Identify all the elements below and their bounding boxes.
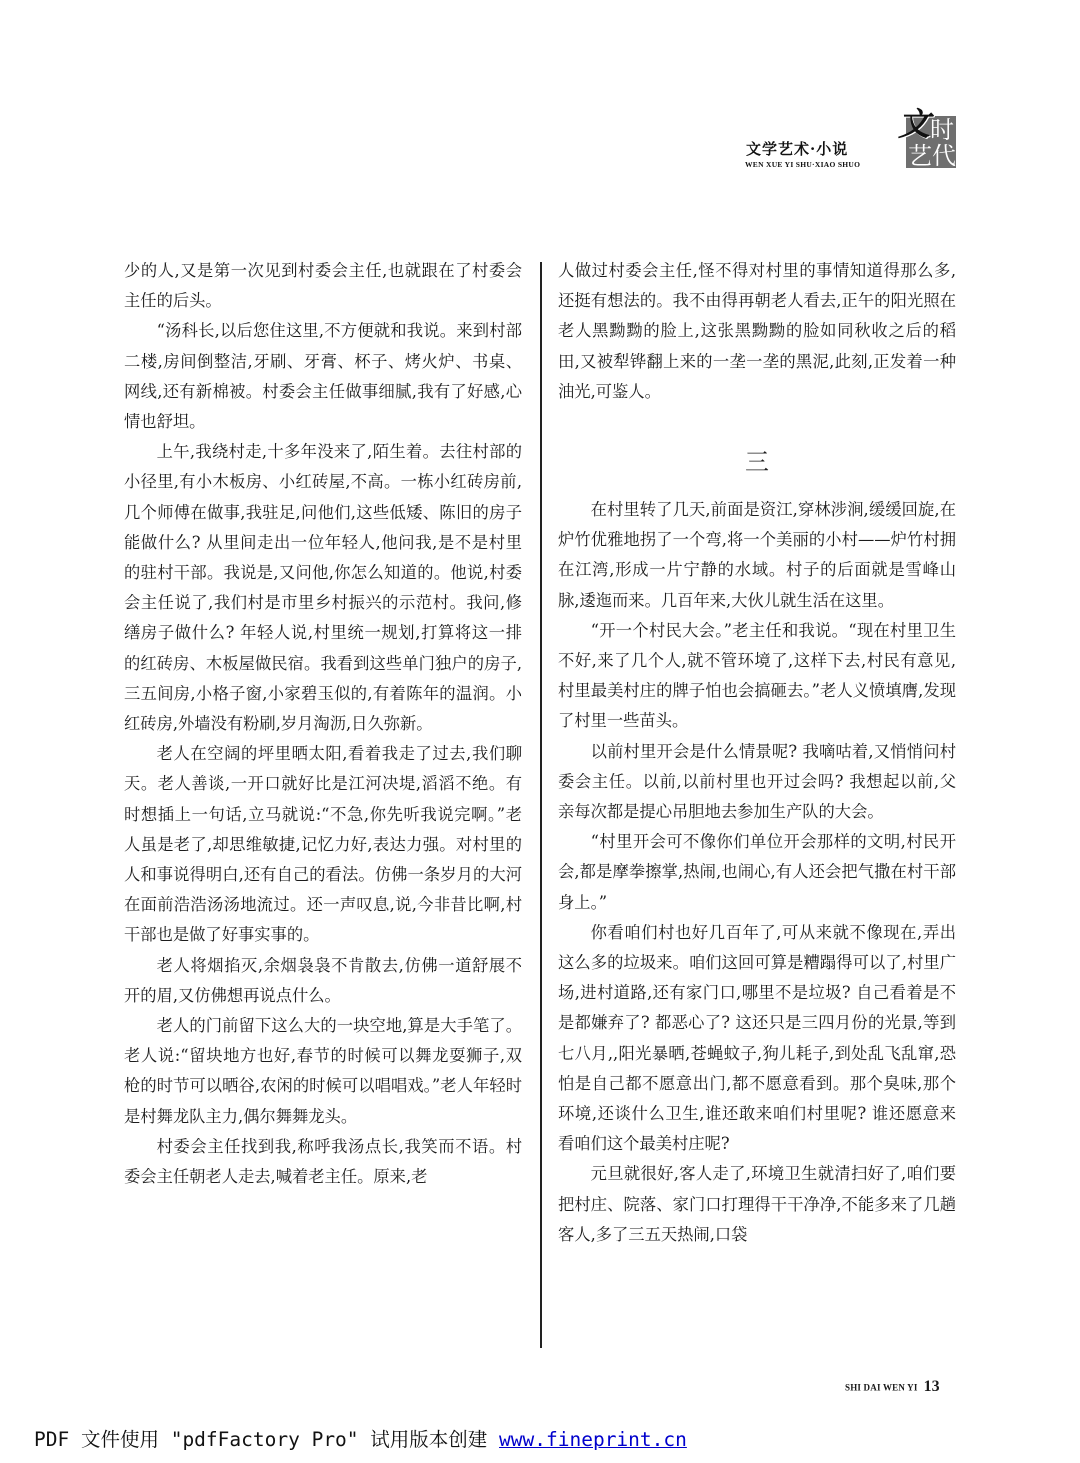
paragraph: 以前村里开会是什么情景呢? 我嘀咕着,又悄悄问村委会主任。以前,以前村里也开过会吗? 我想起以前,父亲每次都是提心吊胆地去参加生产队的大会。 [558, 741, 956, 822]
journal-header [740, 105, 960, 174]
paragraph: 老人在空阔的坪里晒太阳,看着我走了过去,我们聊天。老人善谈,一开口就好比是江河决堤,滔滔不绝。有时想插上一句话,立马就说:“不急,你先听我说完啊。”老人虽是老了,却思维敏捷,记忆力好,表达力强。对村里的人和事说得明白,还有自己的看法。仿佛一条岁月的大河在面前浩浩汤汤地流过。还一声叹息,说,今非昔比啊,村干部也是做了好事实事的。 [124, 744, 522, 945]
fineprint-link[interactable]: www.fineprint.cn [499, 1428, 687, 1451]
logo-char-dai: 代 [932, 142, 956, 170]
section-title-pinyin: WEN XUE YI SHU·XIAO SHUO [745, 160, 861, 169]
logo-char-shi: 时 [930, 116, 954, 144]
paragraph: “汤科长,以后您住这里,不方便就和我说。来到村部二楼,房间倒整洁,牙刷、牙膏、杯子、烤火炉、书桌、网线,还有新棉被。村委会主任做事细腻,我有了好感,心情也舒坦。 [124, 321, 522, 432]
section-number-heading: 三 [745, 448, 769, 477]
paragraph: 你看咱们村也好几百年了,可从来就不像现在,弄出这么多的垃圾来。咱们这回可算是糟蹋得可以了,村里广场,进村道路,还有家门口,哪里不是垃圾? 自己看着是不是都嫌弃了? 都恶心了? 这还只是三四月份的光景,等到七八月,,阳光暴晒,苍蝇蚊子,狗儿耗子,到处乱飞乱窜,恐怕是自己都不愿意出门,都不愿意看到。那个臭味,那个环境,还谈什么卫生,谁还敢来咱们村里呢? 谁还愿意来看咱们这个最美村庄呢? [558, 922, 956, 1154]
page-footer [845, 1378, 940, 1396]
paragraph: 少的人,又是第一次见到村委会主任,也就跟在了村委会主任的后头。 [124, 261, 522, 311]
pdf-watermark-note [34, 1424, 687, 1452]
paragraph: 上午,我绕村走,十多年没来了,陌生着。去往村部的小径里,有小木板房、小红砖屋,不高。一栋小红砖房前,几个师傅在做事,我驻足,问他们,这些低矮、陈旧的房子能做什么? 从里间走出一位年轻人,他问我,是不是村里的驻村干部。我说是,又问他,你怎么知道的。他说,村委会主任说了,我们村是市里乡村振兴的示范村。我问,修缮房子做什么? 年轻人说,村里统一规划,打算将这一排的红砖房、木板屋做民宿。我看到这些单门独户的房子,三五间房,小格子窗,小家碧玉似的,有着陈年的温润。小红砖房,外墙没有粉刷,岁月淘沥,日久弥新。 [124, 442, 522, 734]
paragraph: 在村里转了几天,前面是资江,穿林涉涧,缓缓回旋,在炉竹优雅地拐了一个弯,将一个美丽的小村——炉竹村拥在江湾,形成一片宁静的水域。村子的后面就是雪峰山脉,逶迤而来。几百年来,大伙儿就生活在这里。 [558, 500, 956, 610]
left-column [124, 256, 522, 1192]
footer-journal-pinyin: SHI DAI WEN YI [845, 1382, 918, 1393]
paragraph: 人做过村委会主任,怪不得对村里的事情知道得那么多,还挺有想法的。我不由得再朝老人看去,正午的阳光照在老人黑黝黝的脸上,这张黑黝黝的脸如同秋收之后的稻田,又被犁铧翻上来的一垄一垄的黑泥,此刻,正发着一种油光,可鉴人。 [558, 261, 956, 401]
logo-char-yi: 艺 [908, 142, 932, 170]
paragraph: 老人的门前留下这么大的一块空地,算是大手笔了。老人说:“留块地方也好,春节的时候可以舞龙耍狮子,双枪的时节可以晒谷,农闲的时候可以唱唱戏。”老人年轻时是村舞龙队主力,偶尔舞舞龙头。 [124, 1016, 522, 1126]
section-title-cn: 文学艺术·小说 [746, 140, 849, 158]
paragraph: “村里开会可不像你们单位开会那样的文明,村民开会,都是摩拳擦掌,热闹,也闹心,有人还会把气撒在村干部身上。” [558, 832, 956, 912]
journal-logo [898, 105, 958, 170]
page-number: 13 [923, 1378, 940, 1396]
paragraph: 老人将烟掐灭,余烟袅袅不肯散去,仿佛一道舒展不开的眉,又仿佛想再说点什么。 [124, 955, 522, 1005]
paragraph: 村委会主任找到我,称呼我汤点长,我笑而不语。村委会主任朝老人走去,喊着老主任。原来,老 [124, 1136, 522, 1187]
paragraph: 元旦就很好,客人走了,环境卫生就清扫好了,咱们要把村庄、院落、家门口打理得干干净净,不能多来了几趟客人,多了三五天热闹,口袋 [558, 1164, 956, 1244]
paragraph: “开一个村民大会。”老主任和我说。“现在村里卫生不好,来了几个人,就不管环境了,这样下去,村民有意见,村里最美村庄的牌子怕也会搞砸去。”老人义愤填膺,发现了村里一些苗头。 [558, 620, 956, 731]
column-divider [540, 262, 542, 1348]
pdf-note-text: PDF 文件使用 "pdfFactory Pro" 试用版本创建 [34, 1428, 500, 1451]
logo-char-wen: 文 [898, 105, 931, 143]
right-column [558, 256, 956, 1250]
